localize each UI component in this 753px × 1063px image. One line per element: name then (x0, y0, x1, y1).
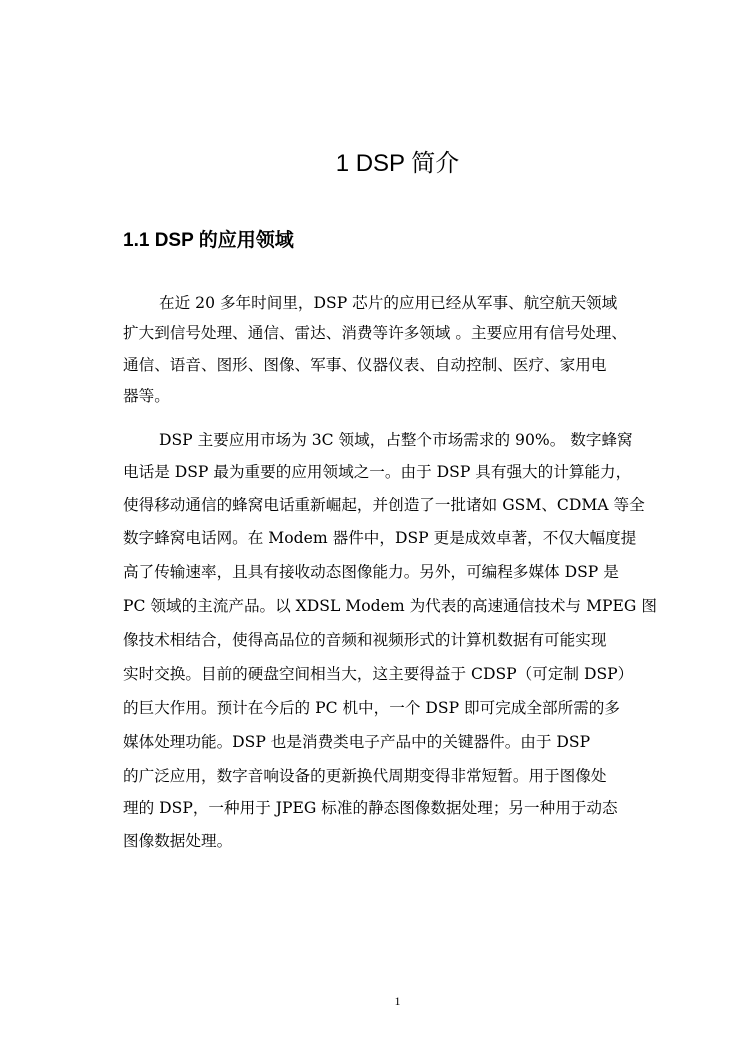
paragraph-line: 图像数据处理。 (123, 832, 233, 850)
paragraph-line: 数字蜂窝电话网。在 Modem 器件中，DSP 更是成效卓著，不仅大幅度提 (123, 529, 637, 547)
chapter-title: 1 DSP 简介 (335, 150, 460, 177)
paragraph-line: 电话是 DSP 最为重要的应用领域之一。由于 DSP 具有强大的计算能力， (123, 463, 632, 481)
paragraph-line: 高了传输速率，且具有接收动态图像能力。另外，可编程多媒体 DSP 是 (123, 563, 619, 581)
paragraph-line: DSP 主要应用市场为 3C 领域，占整个市场需求的 90%。 数字蜂窝 (159, 431, 633, 449)
page-number: 1 (394, 994, 401, 1008)
paragraph-line: 媒体处理功能。DSP 也是消费类电子产品中的关键器件。由于 DSP (123, 733, 591, 751)
paragraph-line: 像技术相结合，使得高品位的音频和视频形式的计算机数据有可能实现 (123, 631, 607, 649)
paragraph-line: 理的 DSP，一种用于 JPEG 标准的静态图像数据处理；另一种用于动态 (123, 799, 618, 817)
paragraph-line: 的广泛应用，数字音响设备的更新换代周期变得非常短暂。用于图像处 (123, 767, 607, 785)
paragraph-line: 通信、语音、图形、图像、军事、仪器仪表、自动控制、医疗、家用电 (123, 356, 607, 374)
paragraph-line: 使得移动通信的蜂窝电话重新崛起，并创造了一批诸如 GSM、CDMA 等全 (123, 496, 645, 514)
section-title: 1.1 DSP 的应用领域 (123, 230, 294, 251)
paragraph-line: PC 领域的主流产品。以 XDSL Modem 为代表的高速通信技术与 MPEG 图 (123, 597, 657, 615)
paragraph-line: 的巨大作用。预计在今后的 PC 机中，一个 DSP 即可完成全部所需的多 (123, 699, 620, 717)
paragraph-line: 扩大到信号处理、通信、雷达、消费等许多领域 。主要应用有信号处理、 (123, 324, 627, 342)
paragraph-line: 器等。 (123, 387, 170, 405)
paragraph-line: 实时交换。目前的硬盘空间相当大，这主要得益于 CDSP（可定制 DSP） (123, 665, 634, 683)
paragraph-line: 在近 20 多年时间里，DSP 芯片的应用已经从军事、航空航天领域 (159, 294, 618, 312)
